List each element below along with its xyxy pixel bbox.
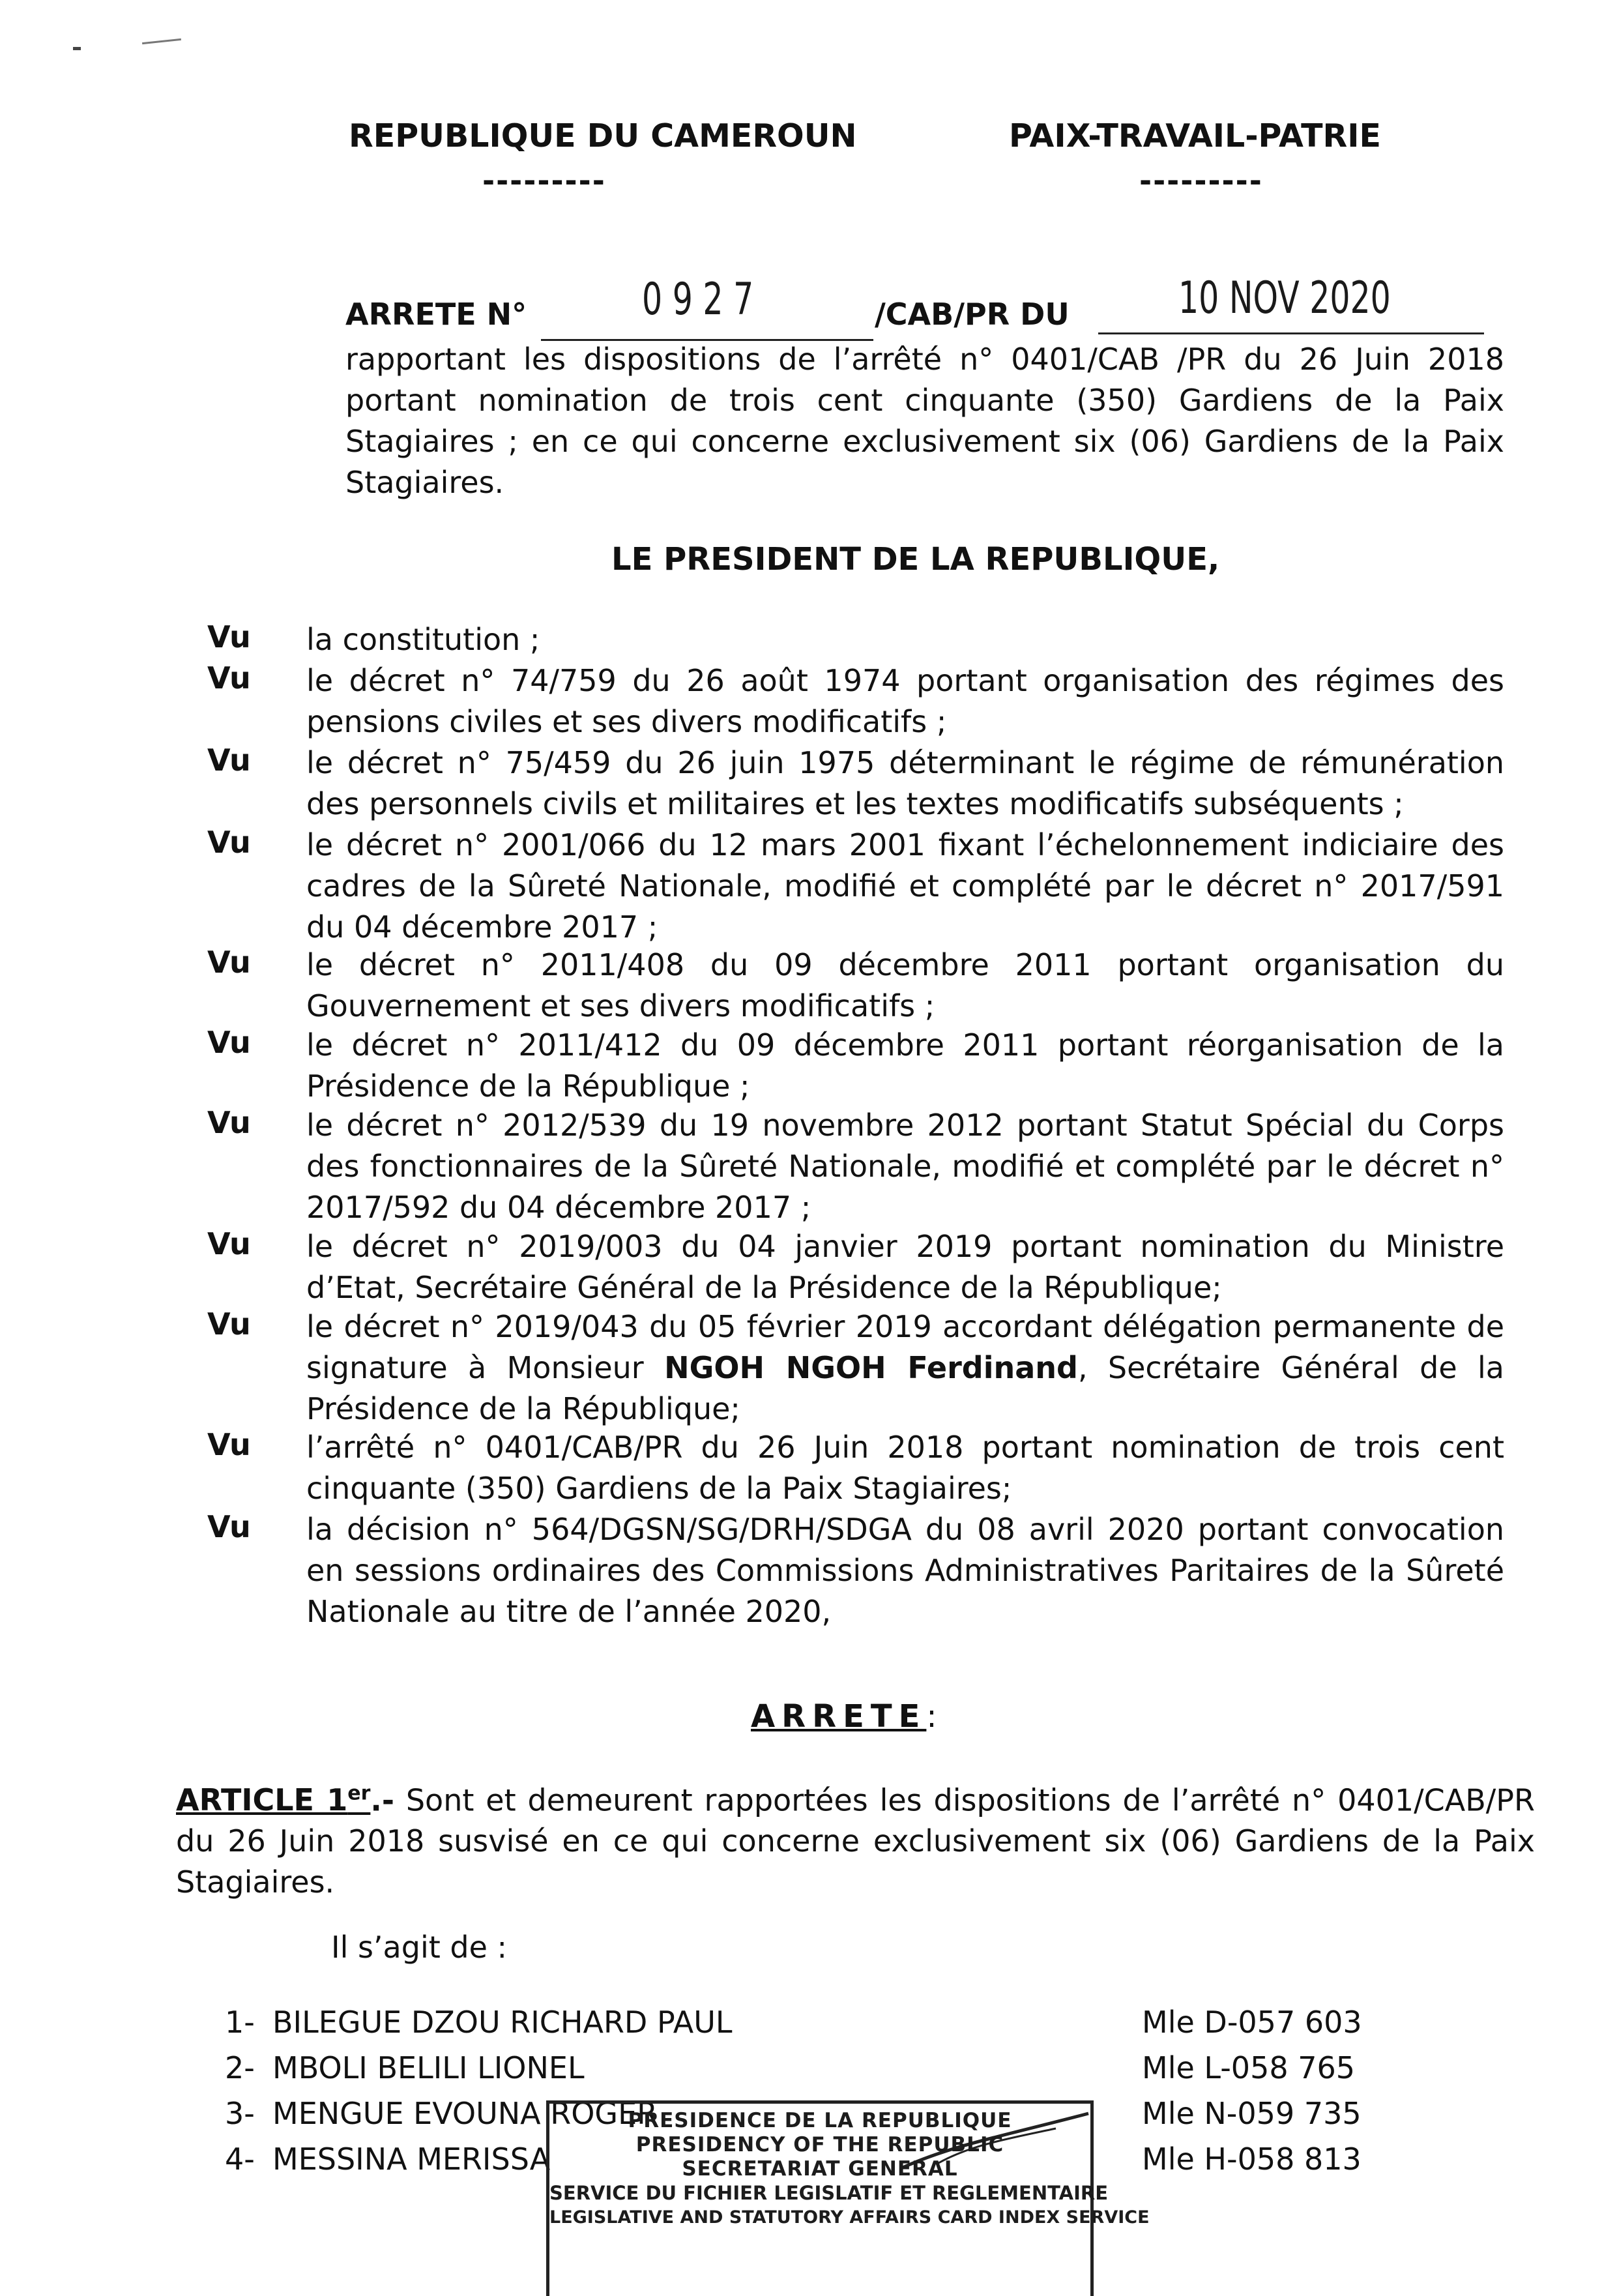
vu-text [306, 1306, 1504, 1430]
vu-label: Vu [207, 1306, 251, 1342]
person-name: BILEGUE DZOU RICHARD PAUL [272, 2005, 733, 2040]
person-number: 4- [225, 2141, 255, 2177]
scan-speck [73, 47, 81, 50]
vu-text-part: , Secrétaire Général de la Présidence de la République; [306, 1350, 1504, 1426]
article-1-text: Sont et demeurent rapportées les dispositions de l’arrêté n° 0401/CAB/PR du 26 Juin 2018 susvisé en ce qui concerne exclusivement six (06) Gardiens de la Paix Stagiaires. [176, 1782, 1535, 1900]
vu-text: le décret n° 2012/539 du 19 novembre 2012 portant Statut Spécial du Corps des fonctionnaires de la Sûreté Nationale, modifié et complété par le décret n° 2017/592 du 04 décembre 2017 ; [306, 1108, 1504, 1225]
vu-label: Vu [207, 1025, 251, 1060]
date-underline [1098, 332, 1484, 334]
article-1 [176, 1773, 1535, 1903]
vu-text: le décret n° 2011/412 du 09 décembre 2011 portant réorganisation de la Présidence de la République ; [306, 1027, 1504, 1104]
article-1-suffix: .- [370, 1782, 394, 1818]
vu-label: Vu [207, 1509, 251, 1544]
vu-label: Vu [207, 743, 251, 778]
stamp-line: PRESIDENCE DE LA REPUBLIQUE [628, 2109, 1012, 2132]
stamp-line: SERVICE DU FICHIER LEGISLATIF ET REGLEMENTAIRE [549, 2182, 1109, 2204]
decree-date: 10 NOV 2020 [1178, 272, 1391, 324]
article-1-label [176, 1782, 370, 1818]
vu-text: le décret n° 75/459 du 26 juin 1975 déterminant le régime de rémunération des personnels civils et militaires et les textes modificatifs subséquents ; [306, 745, 1504, 821]
official-stamp [546, 2100, 1150, 2296]
vu-label: Vu [207, 660, 251, 696]
stamp-line: PRESIDENCY OF THE REPUBLIC [635, 2133, 1004, 2156]
article-1-label-text: ARTICLE 1 [176, 1782, 348, 1818]
person-number: 1- [225, 2005, 255, 2040]
motto: PAIX-TRAVAIL-PATRIE [1009, 117, 1381, 155]
vu-text: la décision n° 564/DGSN/SG/DRH/SDGA du 08 avril 2020 portant convocation en sessions ordinaires des Commissions Administratives Paritaires de la Sûreté Nationale au titre de l’année 2020, [306, 1512, 1504, 1629]
vu-label: Vu [207, 1427, 251, 1462]
decree-subject: rapportant les dispositions de l’arrêté n° 0401/CAB /PR du 26 Juin 2018 portant nomination de trois cent cinquante (350) Gardiens de la Paix Stagiaires ; en ce qui concerne exclusivement six (06) Gardiens de la Paix Stagiaires. [345, 342, 1504, 500]
republic-title: REPUBLIQUE DU CAMEROUN [349, 117, 857, 155]
person-name: MBOLI BELILI LIONEL [272, 2050, 585, 2085]
arrete-label: ARRETE N° [345, 297, 527, 332]
vu-label: Vu [207, 1226, 251, 1261]
motto-separator: --------- [1139, 163, 1263, 198]
person-number: 2- [225, 2050, 255, 2085]
list-intro: Il s’agit de : [331, 1930, 508, 1965]
vu-label: Vu [207, 825, 251, 860]
cab-label: /CAB/PR DU [875, 297, 1070, 332]
republic-separator: --------- [482, 163, 606, 198]
person-matricule: Mle N-059 735 [1142, 2096, 1362, 2131]
arrete-number: 0 9 2 7 [642, 274, 754, 325]
person-name: MENGUE EVOUNA ROGER [272, 2096, 658, 2131]
vu-text: le décret n° 2011/408 du 09 décembre 2011 portant organisation du Gouvernement et ses divers modificatifs ; [306, 947, 1504, 1023]
vu-text: le décret n° 74/759 du 26 août 1974 portant organisation des régimes des pensions civiles et ses divers modificatifs ; [306, 663, 1504, 739]
vu-text: le décret n° 2019/003 du 04 janvier 2019 portant nomination du Ministre d’Etat, Secrétaire Général de la Présidence de la République; [306, 1229, 1504, 1305]
vu-text: le décret n° 2001/066 du 12 mars 2001 fixant l’échelonnement indiciaire des cadres de la Sûreté Nationale, modifié et complété par le décret n° 2017/591 du 04 décembre 2017 ; [306, 827, 1504, 945]
vu-label: Vu [207, 945, 251, 980]
stamp-line: SECRETARIAT GENERAL [682, 2157, 958, 2181]
person-number: 3- [225, 2096, 255, 2131]
person-matricule: Mle L-058 765 [1142, 2050, 1356, 2085]
arrete-heading-text: ARRETE [751, 1698, 927, 1735]
arrete-heading-colon: : [926, 1698, 937, 1735]
scan-speck [142, 38, 181, 44]
person-matricule: Mle H-058 813 [1142, 2141, 1362, 2177]
vu-text: l’arrêté n° 0401/CAB/PR du 26 Juin 2018 portant nomination de trois cent cinquante (350) Gardiens de la Paix Stagiaires; [306, 1430, 1504, 1506]
person-matricule: Mle D-057 603 [1142, 2005, 1362, 2040]
article-1-sup: er [347, 1782, 371, 1805]
vu-label: Vu [207, 619, 251, 655]
vu-label: Vu [207, 1105, 251, 1140]
signatory-name: NGOH NGOH Ferdinand [664, 1350, 1078, 1385]
vu-text: la constitution ; [306, 622, 540, 657]
arrete-heading [751, 1698, 937, 1735]
vu-text-part: le décret n° 2019/043 du 05 février 2019 accordant délégation permanente de signature à Monsieur [306, 1309, 1504, 1385]
president-title: LE PRESIDENT DE LA REPUBLIQUE, [611, 541, 1220, 578]
stamp-line: LEGISLATIVE AND STATUTORY AFFAIRS CARD INDEX SERVICE [549, 2207, 1150, 2228]
person-name: MESSINA MERISSA [272, 2141, 551, 2177]
